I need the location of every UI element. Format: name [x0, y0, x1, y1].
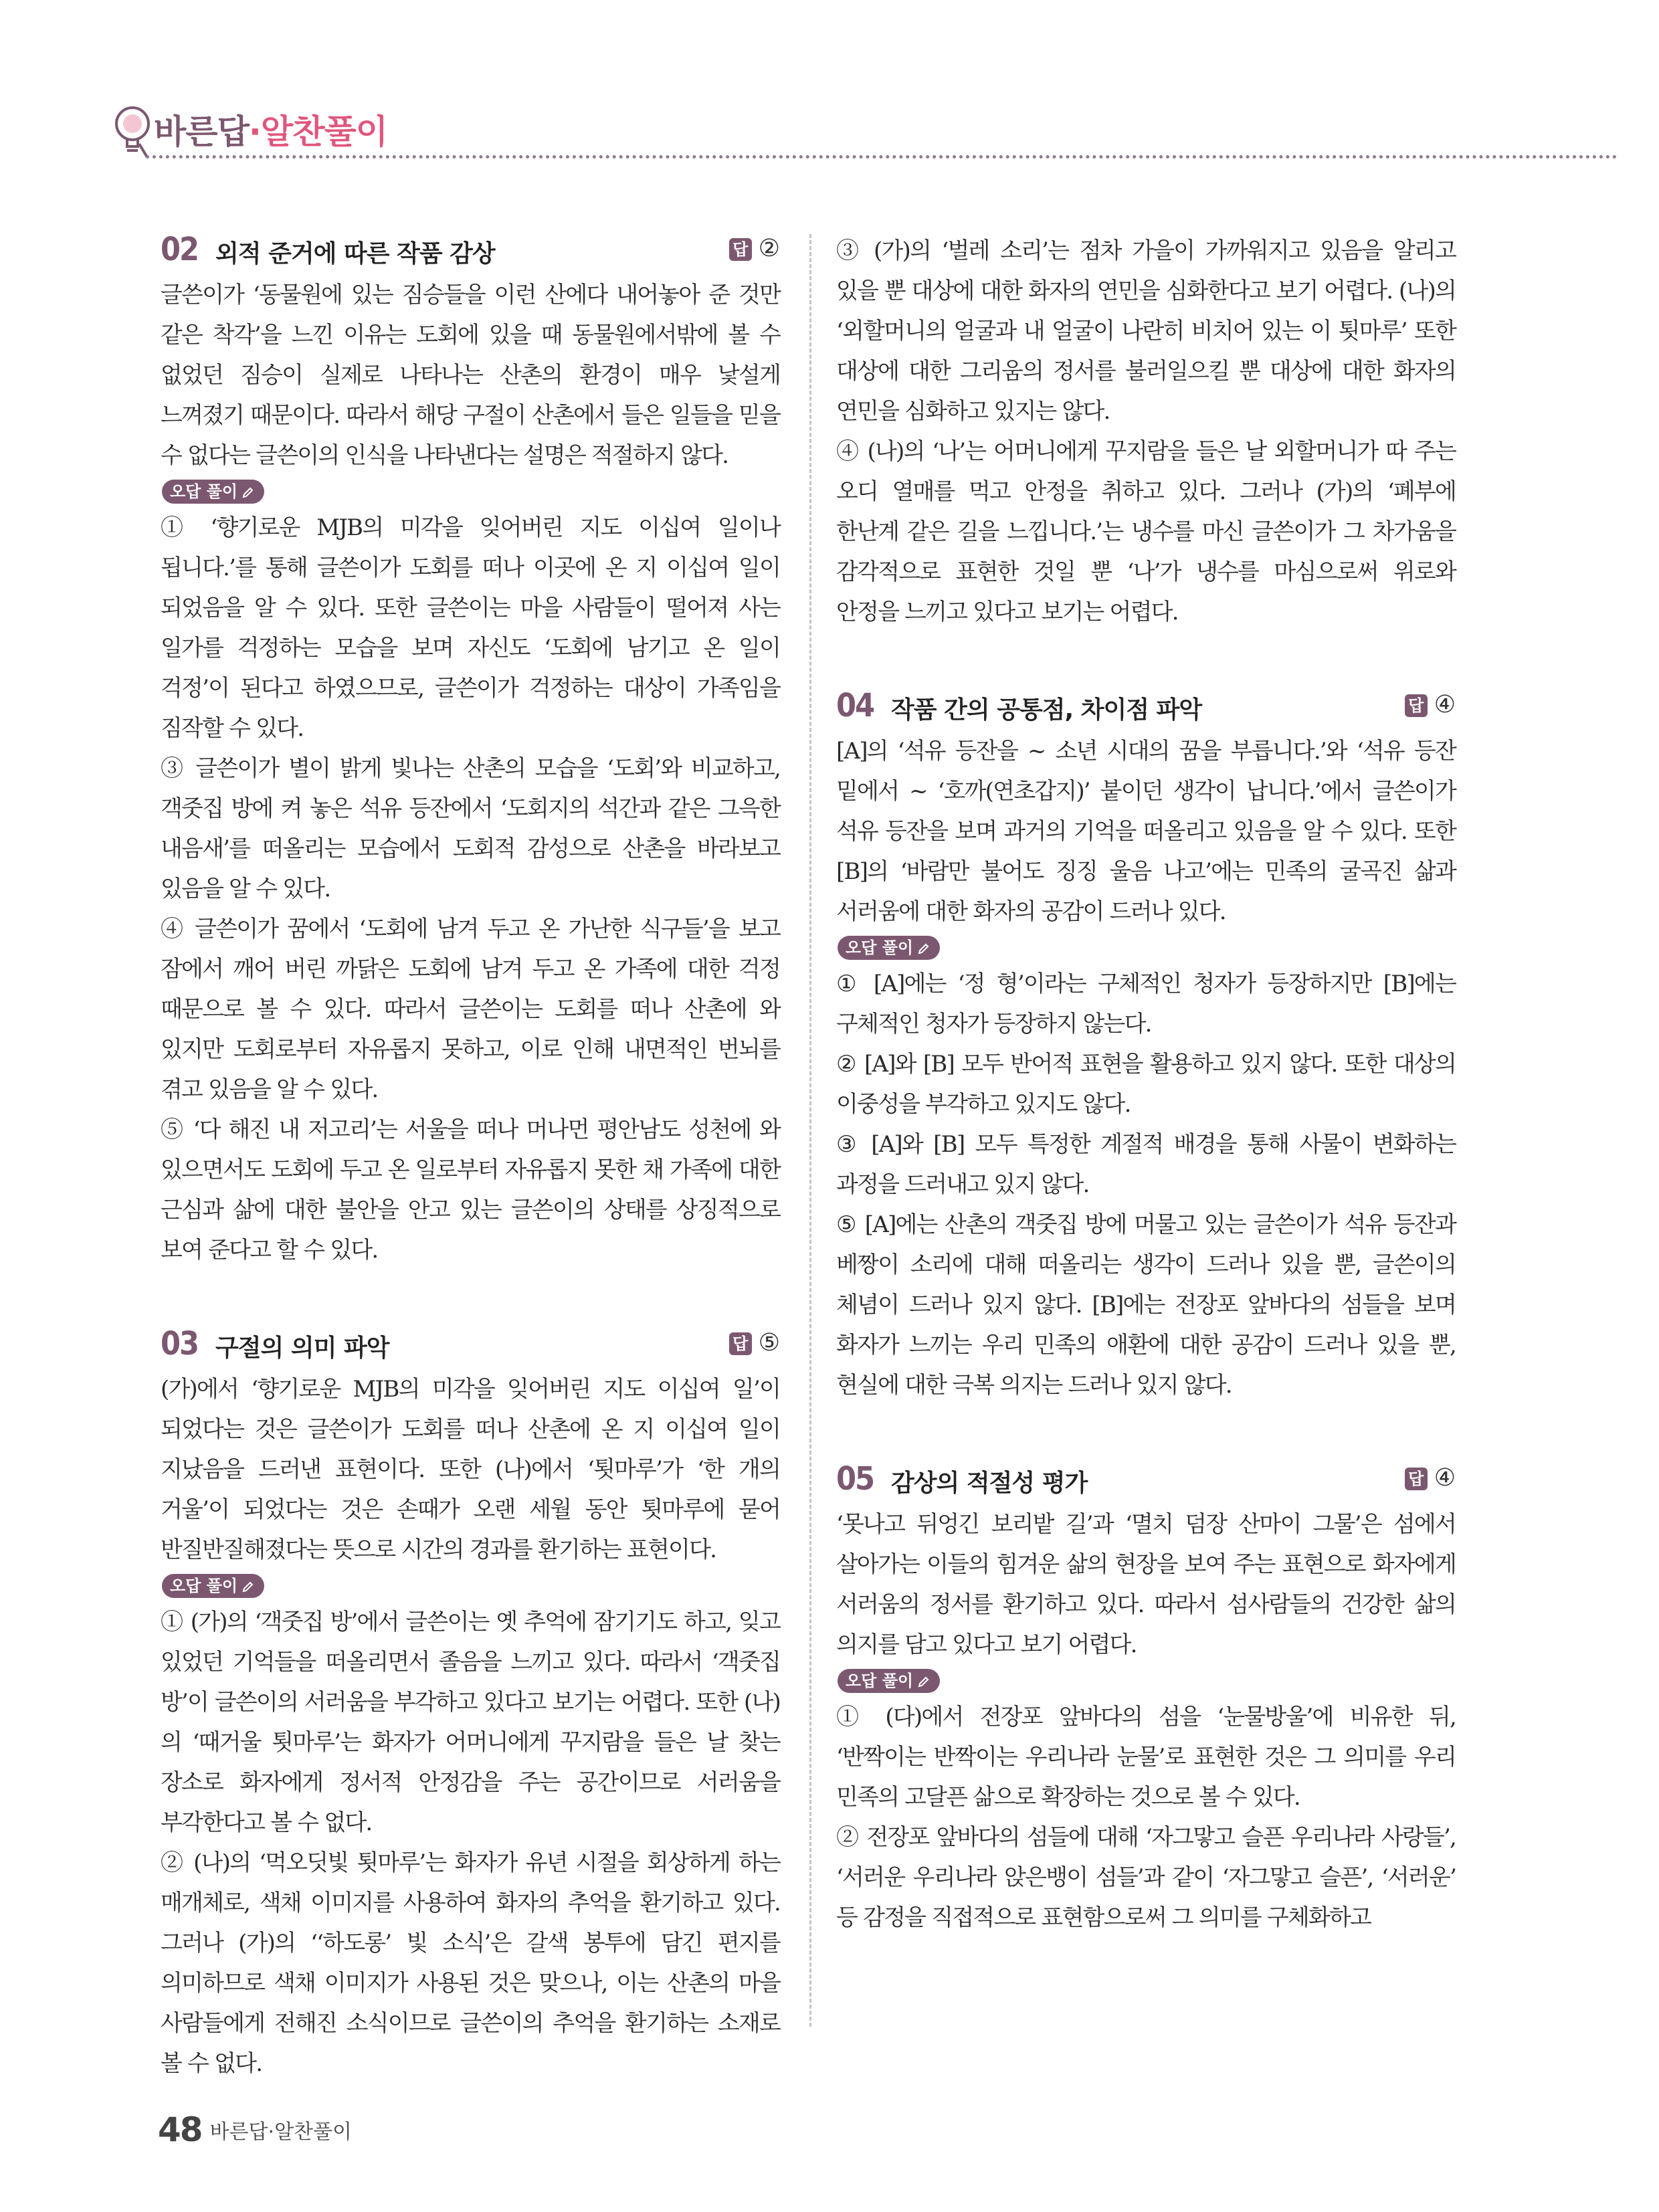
wrong-answer-explanation: ③ [A]와 [B] 모두 특정한 계절적 배경을 통해 사물이 변화하는 과정을 드러내고 있지 않다. [836, 1131, 1456, 1198]
header-title-part2: 알찬풀이 [260, 112, 388, 151]
answer-value: ④ [1434, 1464, 1456, 1492]
answer-badge: 답 [729, 1332, 752, 1355]
question-number: 05 [836, 1460, 874, 1498]
lightbulb-icon [112, 104, 155, 160]
pencil-icon [241, 486, 255, 499]
wrong-answer-explanation: ② [A]와 [B] 모두 반어적 표현을 활용하고 있지 않다. 또한 대상의 이중성을 부각하고 있지도 않다. [836, 1051, 1456, 1118]
page-footer [158, 2110, 352, 2149]
footer-label: 바른답·알찬풀이 [209, 2120, 352, 2144]
wrong-answer-explanation: ④ 글쓴이가 꿈에서 ‘도회에 남겨 두고 온 가난한 식구들’을 보고 잠에서 깨어 버린 까닭은 도회에 남겨 두고 온 가족에 대한 걱정 때문으로 볼 수 있다. 따라서 글쓴이는 도회를 떠나 산촌에 와 있지만 도회로부터 자유롭지 못하고, 이로 인해 내면적인 번뇌를 겪고 있음을 알 수 있다. [161, 916, 780, 1103]
pencil-icon [917, 942, 931, 955]
wrong-answer-explanation: ① ‘향기로운 MJB의 미각을 잊어버린 지도 이십여 일이나 됩니다.’를 통해 글쓴이가 도회를 떠나 이곳에 온 지 이십여 일이 되었음을 알 수 있다. 또한 글쓴이는 마을 사람들이 떨어져 사는 일가를 걱정하는 모습을 보며 자신도 ‘도회에 남기고 온 일이 걱정’이 된다고 하였으므로, 글쓴이가 걱정하는 대상이 가족임을 짐작할 수 있다. [161, 514, 780, 742]
odap-label [838, 1669, 940, 1693]
wrong-answer-explanation: ⑤ [A]에는 산촌의 객줏집 방에 머물고 있는 글쓴이가 석유 등잔과 베짱이 소리에 대해 떠올리는 생각이 드러나 있을 뿐, 글쓴이의 체념이 드러나 있지 않다. [B]에는 전장포 앞바다의 섬들을 보며 화자가 느끼는 우리 민족의 애환에 대한 공감이 드러나 있을 뿐, 현실에 대한 극복 의지는 드러나 있지 않다. [836, 1211, 1456, 1399]
left-column [161, 231, 780, 2084]
answer-mark [729, 1329, 780, 1356]
header-dotted-rule [146, 155, 1618, 159]
pencil-icon [241, 1580, 255, 1593]
header-title-sep: · [248, 112, 261, 151]
wrong-answer-explanation: ② 전장포 앞바다의 섬들에 대해 ‘자그맣고 슬픈 우리나라 사랑들’, ‘서러운 우리나라 앉은뱅이 섬들’과 같이 ‘자그맣고 슬픈’, ‘서러운’ 등 감정을 직접적으로 표현함으로써 그 의미를 구체화하고 [836, 1824, 1456, 1931]
right-column [836, 231, 1456, 1938]
question-heading-04 [836, 687, 1456, 728]
question-number: 02 [161, 231, 199, 268]
answer-mark [1405, 691, 1456, 718]
question-number: 03 [161, 1325, 199, 1363]
wrong-answer-explanation: ④ (나)의 ‘나’는 어머니에게 꾸지람을 들은 날 외할머니가 따 주는 오디 열매를 먹고 안정을 취하고 있다. 그러나 (가)의 ‘폐부에 한난계 같은 길을 느낍니다.’는 냉수를 마신 글쓴이가 그 차가움을 감각적으로 표현한 것일 뿐 ‘나’가 냉수를 마심으로써 위로와 안정을 느끼고 있다고 보기는 어렵다. [836, 438, 1456, 625]
answer-mark [1405, 1464, 1456, 1492]
pencil-icon [917, 1675, 931, 1688]
header-title [154, 105, 387, 153]
odap-label [838, 936, 940, 960]
explanation-body: 글쓴이가 ‘동물원에 있는 짐승들을 이런 산에다 내어놓아 준 것만 같은 착각’을 느낀 이유는 도회에 있을 때 동물원에서밖에 볼 수 없었던 짐승이 실제로 나타나는 산촌의 환경이 매우 낯설게 느껴졌기 때문이다. 따라서 해당 구절이 산촌에서 들은 일들을 믿을 수 없다는 글쓴이의 인식을 나타낸다는 설명은 적절하지 않다. [161, 282, 780, 469]
odap-text: 오답 풀이 [846, 1672, 914, 1690]
odap-text: 오답 풀이 [846, 938, 914, 957]
wrong-answer-explanation: ① (다)에서 전장포 앞바다의 섬을 ‘눈물방울’에 비유한 뒤, ‘반짝이는 반짝이는 우리나라 눈물’로 표현한 것은 그 의미를 우리 민족의 고달픈 삶으로 확장하는 것으로 볼 수 있다. [836, 1704, 1456, 1811]
odap-text: 오답 풀이 [170, 482, 238, 501]
explanation-body: ‘못나고 뒤엉긴 보리밭 길’과 ‘멸치 덤장 산마이 그물’은 섬에서 살아가는 이들의 힘겨운 삶의 현장을 보여 주는 표현으로 화자에게 서러움의 정서를 환기하고 있다. 따라서 섬사람들의 건강한 삶의 의지를 담고 있다고 보기 어렵다. [836, 1511, 1456, 1658]
answer-mark [729, 235, 780, 262]
question-number: 04 [836, 687, 874, 724]
question-title: 구절의 의미 파악 [215, 1334, 389, 1362]
question-heading-02 [161, 231, 780, 272]
column-divider [809, 234, 811, 2027]
question-title: 외적 준거에 따른 작품 감상 [215, 240, 495, 268]
wrong-answer-explanation: ① (가)의 ‘객줏집 방’에서 글쓴이는 옛 추억에 잠기기도 하고, 잊고 있었던 기억들을 떠올리면서 졸음을 느끼고 있다. 따라서 ‘객줏집 방’이 글쓴이의 서러움을 부각하고 있다고 보기는 어렵다. 또한 (나)의 ‘때거울 툇마루’는 화자가 어머니에게 꾸지람을 들은 날 찾는 장소로 화자에게 정서적 안정감을 주는 공간이므로 서러움을 부각한다고 볼 수 없다. [161, 1609, 780, 1836]
answer-value: ⑤ [758, 1329, 780, 1356]
wrong-answer-explanation: ③ (가)의 ‘벌레 소리’는 점차 가을이 가까워지고 있음을 알리고 있을 뿐 대상에 대한 화자의 연민을 심화한다고 보기 어렵다. (나)의 ‘외할머니의 얼굴과 내 얼굴이 나란히 비치어 있는 이 툇마루’ 또한 대상에 대한 그리움의 정서를 불러일으킬 뿐 대상에 대한 화자의 연민을 심화하고 있지는 않다. [836, 237, 1456, 425]
answer-badge: 답 [1405, 1468, 1428, 1490]
answer-badge: 답 [1405, 694, 1428, 717]
explanation-body: [A]의 ‘석유 등잔을 ~ 소년 시대의 꿈을 부릅니다.’와 ‘석유 등잔 밑에서 ~ ‘호까(연초갑지)’ 붙이던 생각이 납니다.’에서 글쓴이가 석유 등잔을 보며 과거의 기억을 떠올리고 있음을 알 수 있다. 또한 [B]의 ‘바람만 불어도 징징 울음 나고’에는 민족의 굴곡진 삶과 서러움에 대한 화자의 공감이 드러나 있다. [836, 738, 1456, 925]
odap-text: 오답 풀이 [170, 1577, 238, 1595]
answer-value: ② [758, 235, 780, 262]
question-title: 감상의 적절성 평가 [891, 1470, 1088, 1497]
wrong-answer-explanation: ① [A]에는 ‘정 형’이라는 구체적인 청자가 등장하지만 [B]에는 구체적인 청자가 등장하지 않는다. [836, 971, 1456, 1037]
explanation-body: (가)에서 ‘향기로운 MJB의 미각을 잊어버린 지도 이십여 일’이 되었다는 것은 글쓴이가 도회를 떠나 산촌에 온 지 이십여 일이 지났음을 드러낸 표현이다. 또한 (나)에서 ‘툇마루’가 ‘한 개의 거울’이 되었다는 것은 손때가 오랜 세월 동안 툇마루에 묻어 반질반질해졌다는 뜻으로 시간의 경과를 환기하는 표현이다. [161, 1376, 780, 1563]
answer-value: ④ [1434, 691, 1456, 718]
wrong-answer-explanation: ② (나)의 ‘먹오딧빛 툇마루’는 화자가 유년 시절을 회상하게 하는 매개체로, 색채 이미지를 사용하여 화자의 추억을 환기하고 있다. 그러나 (가)의 ‘‘하도롱’ 빛 소식’은 갈색 봉투에 담긴 편지를 의미하므로 색채 이미지가 사용된 것은 맞으나, 이는 산촌의 마을 사람들에게 전해진 소식이므로 글쓴이의 추억을 환기하는 소재로 볼 수 없다. [161, 1849, 780, 2077]
question-title: 작품 간의 공통점, 차이점 파악 [891, 696, 1202, 724]
question-heading-05 [836, 1460, 1456, 1502]
odap-label [162, 480, 264, 504]
question-heading-03 [161, 1325, 780, 1367]
wrong-answer-explanation: ⑤ ‘다 해진 내 저고리’는 서울을 떠나 머나먼 평안남도 성천에 와 있으면서도 도회에 두고 온 일로부터 자유롭지 못한 채 가족에 대한 근심과 삶에 대한 불안을 안고 있는 글쓴이의 상태를 상징적으로 보여 준다고 할 수 있다. [161, 1116, 780, 1264]
answer-badge: 답 [729, 238, 752, 261]
odap-label [162, 1574, 264, 1598]
wrong-answer-explanation: ③ 글쓴이가 별이 밝게 빛나는 산촌의 모습을 ‘도회’와 비교하고, 객줏집 방에 켜 놓은 석유 등잔에서 ‘도회지의 석간과 같은 그윽한 내음새’를 떠올리는 모습에서 도회적 감성으로 산촌을 바라보고 있음을 알 수 있다. [161, 755, 780, 902]
header-title-part1: 바른답 [154, 112, 249, 151]
page-number: 48 [158, 2110, 202, 2149]
